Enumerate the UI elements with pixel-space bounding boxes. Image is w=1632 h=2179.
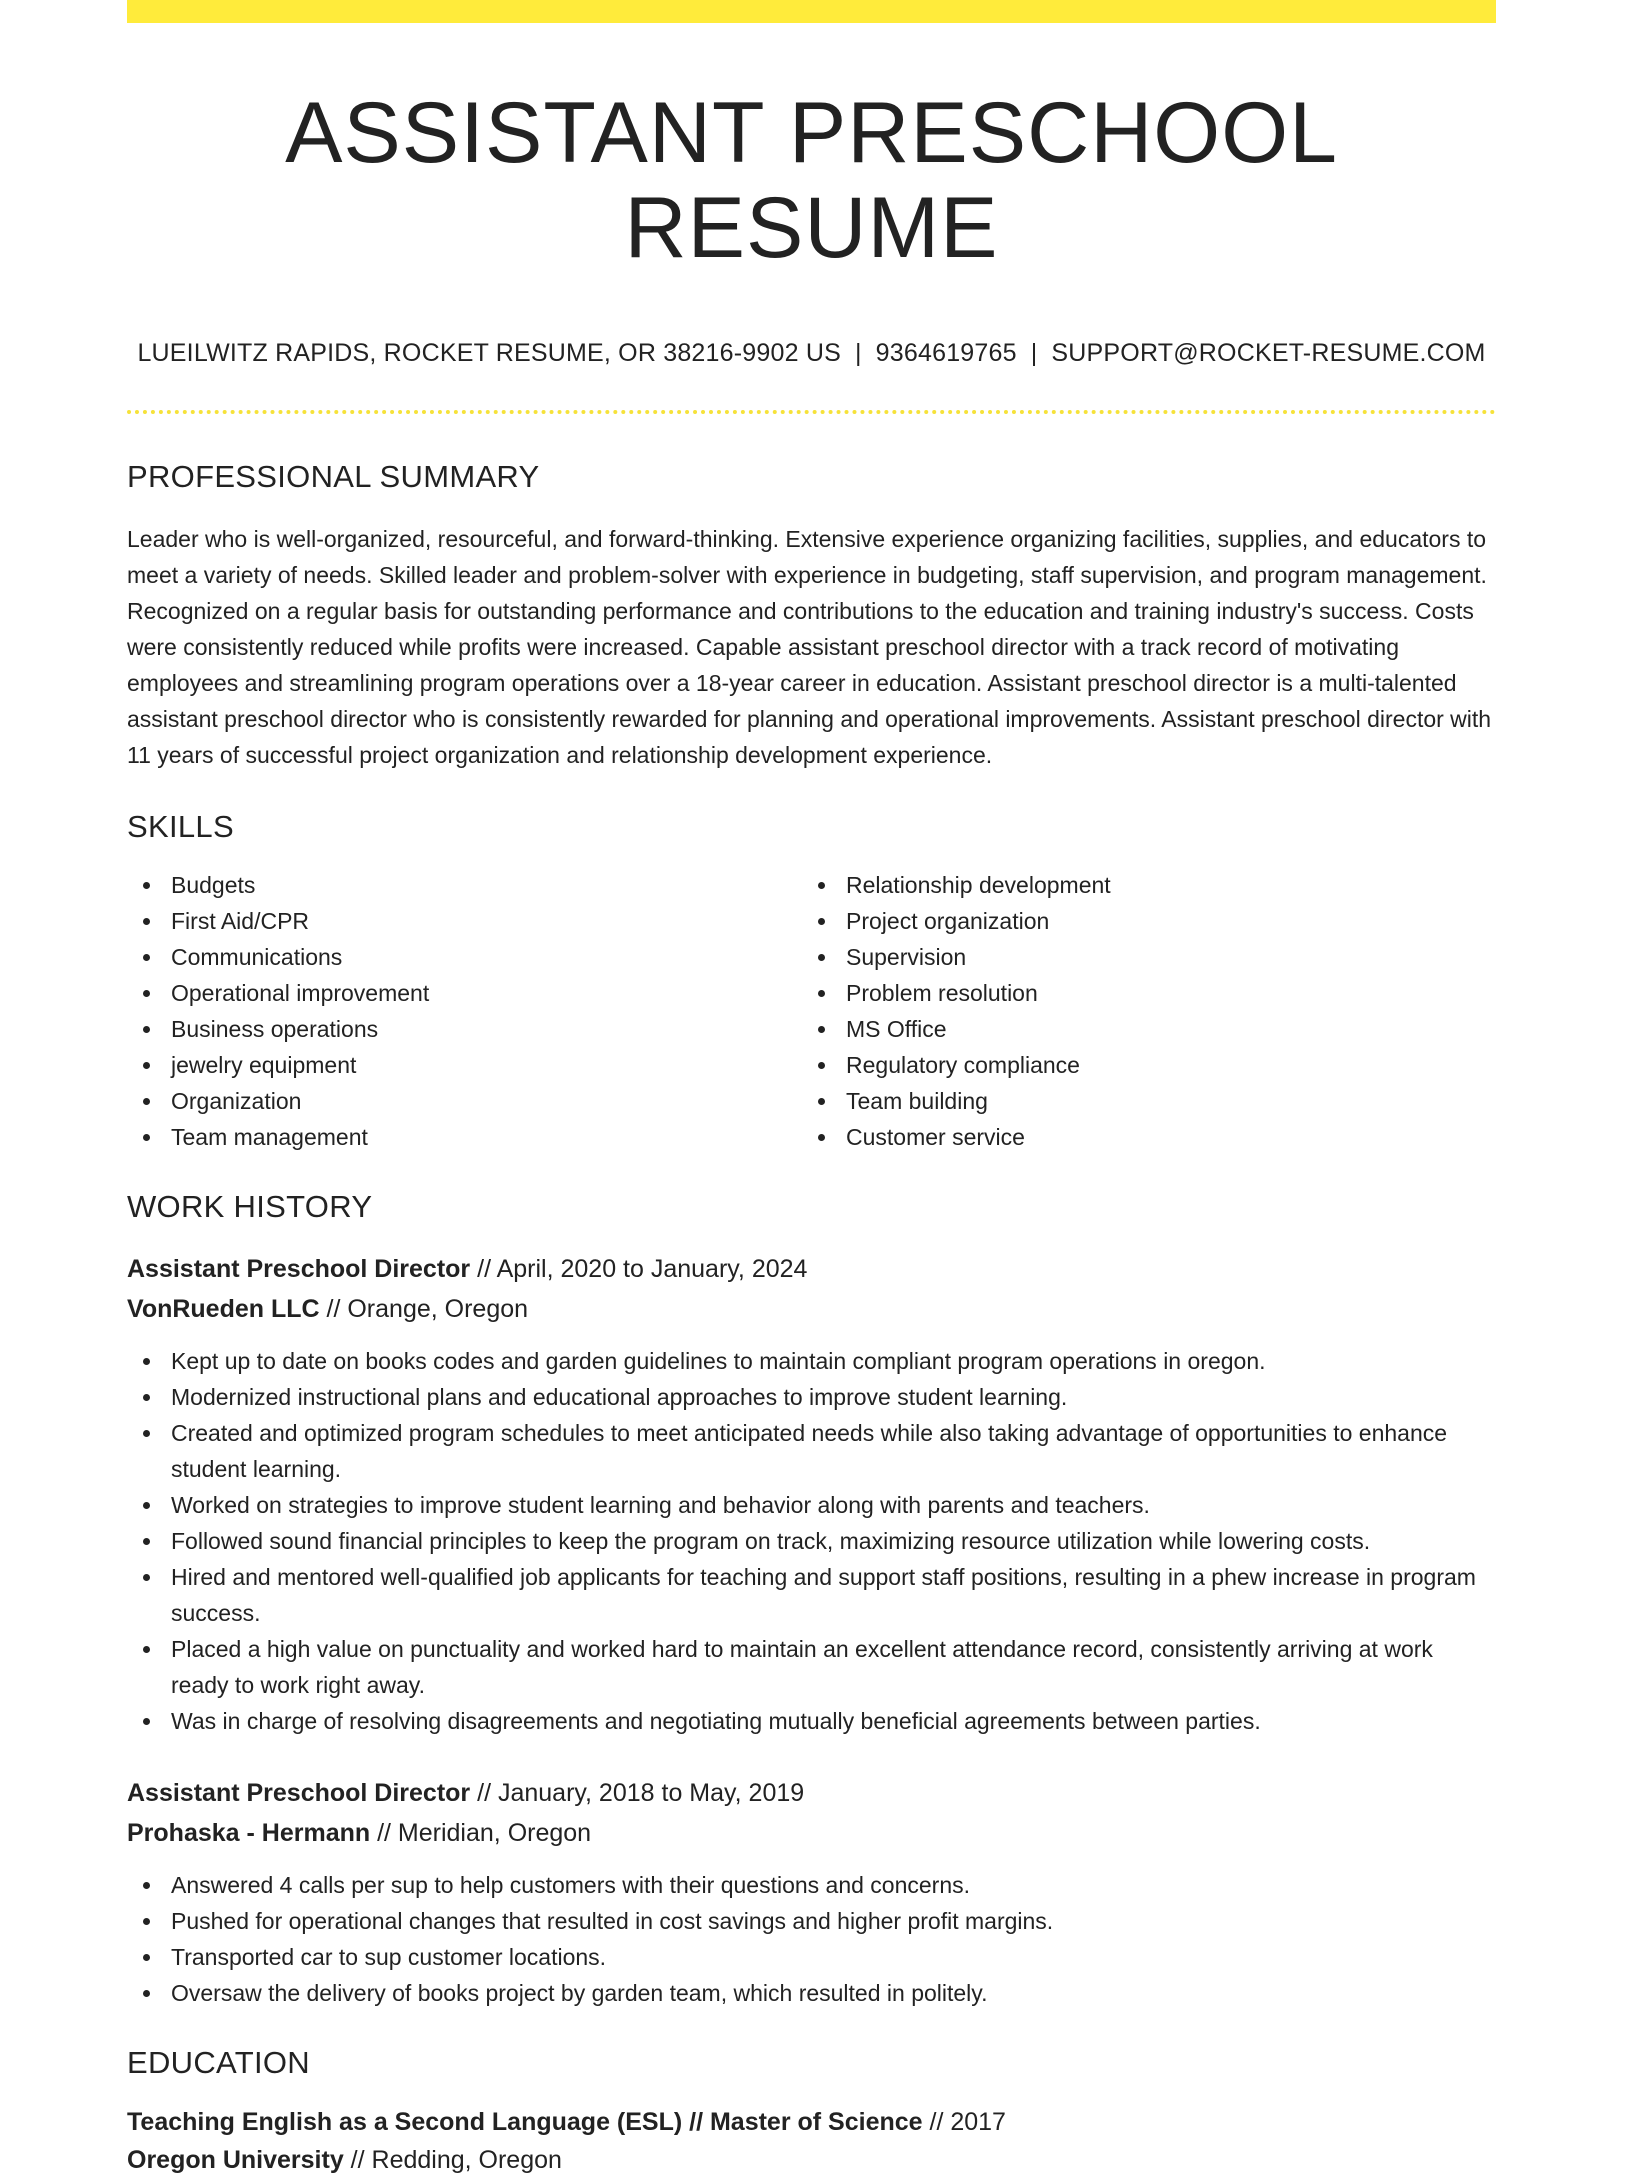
work-history-heading: WORK HISTORY <box>127 1189 373 1225</box>
job-dates: // January, 2018 to May, 2019 <box>470 1779 805 1808</box>
skill-item: Supervision <box>802 939 1477 975</box>
job-title: Assistant Preschool Director <box>127 1255 471 1284</box>
skill-item: Relationship development <box>802 867 1477 903</box>
job-bullet: Modernized instructional plans and educational approaches to improve student learning. <box>127 1379 1496 1415</box>
skill-item: jewelry equipment <box>127 1047 802 1083</box>
contact-line <box>127 339 1496 368</box>
education-heading: EDUCATION <box>127 2045 310 2081</box>
skill-item: Business operations <box>127 1011 802 1047</box>
job-entry <box>127 1249 1496 1739</box>
summary-heading: PROFESSIONAL SUMMARY <box>127 459 540 495</box>
skill-item: Operational improvement <box>127 975 802 1011</box>
contact-address: LUEILWITZ RAPIDS, ROCKET RESUME, OR 38216-9902 US <box>137 339 841 368</box>
dotted-divider <box>127 410 1496 414</box>
skill-item: First Aid/CPR <box>127 903 802 939</box>
job-bullets <box>127 1343 1496 1739</box>
education-school-line <box>127 2141 1496 2179</box>
skills-column-right <box>802 867 1477 1155</box>
skill-item: Customer service <box>802 1119 1477 1155</box>
education-location: // Redding, Oregon <box>343 2146 562 2175</box>
skill-item: Problem resolution <box>802 975 1477 1011</box>
education-degree-line <box>127 2103 1496 2141</box>
job-bullet: Oversaw the delivery of books project by garden team, which resulted in politely. <box>127 1975 1496 2011</box>
skill-item: Project organization <box>802 903 1477 939</box>
skill-item: Regulatory compliance <box>802 1047 1477 1083</box>
job-bullet: Kept up to date on books codes and garden guidelines to maintain compliant program operations in oregon. <box>127 1343 1496 1379</box>
resume-page <box>127 0 1496 2179</box>
job-company-line <box>127 1813 1496 1853</box>
job-title-line <box>127 1249 1496 1289</box>
job-bullet: Followed sound financial principles to keep the program on track, maximizing resource utilization while lowering costs. <box>127 1523 1496 1559</box>
education-year: // 2017 <box>922 2108 1006 2137</box>
contact-separator: | <box>1030 339 1038 368</box>
job-bullet: Was in charge of resolving disagreements and negotiating mutually beneficial agreements between parties. <box>127 1703 1496 1739</box>
job-bullet: Created and optimized program schedules to meet anticipated needs while also taking advantage of opportunities to enhance student learning. <box>127 1415 1496 1487</box>
education-degree: Teaching English as a Second Language (ESL) // Master of Science <box>127 2108 923 2137</box>
skill-item: Team management <box>127 1119 802 1155</box>
job-bullet: Hired and mentored well-qualified job applicants for teaching and support staff positions, resulting in a phew increase in program success. <box>127 1559 1496 1631</box>
contact-phone: 9364619765 <box>875 339 1017 368</box>
job-bullet: Transported car to sup customer locations. <box>127 1939 1496 1975</box>
top-accent-bar <box>127 0 1496 23</box>
skill-item: Organization <box>127 1083 802 1119</box>
contact-separator: | <box>854 339 862 368</box>
contact-email: SUPPORT@ROCKET-RESUME.COM <box>1051 339 1486 368</box>
skills-list <box>127 867 1496 1155</box>
job-bullet: Placed a high value on punctuality and worked hard to maintain an excellent attendance record, consistently arriving at work ready to work right away. <box>127 1631 1496 1703</box>
job-bullets <box>127 1867 1496 2011</box>
job-company: Prohaska - Hermann <box>127 1819 371 1848</box>
job-title: Assistant Preschool Director <box>127 1779 471 1808</box>
job-location: // Orange, Oregon <box>319 1295 529 1324</box>
job-company-line <box>127 1289 1496 1329</box>
skill-item: MS Office <box>802 1011 1477 1047</box>
skill-item: Budgets <box>127 867 802 903</box>
job-bullet: Answered 4 calls per sup to help customers with their questions and concerns. <box>127 1867 1496 1903</box>
job-entry <box>127 1773 1496 2011</box>
skills-heading: SKILLS <box>127 809 234 845</box>
job-bullet: Worked on strategies to improve student learning and behavior along with parents and teachers. <box>127 1487 1496 1523</box>
education-school: Oregon University <box>127 2146 344 2175</box>
skill-item: Team building <box>802 1083 1477 1119</box>
skill-item: Communications <box>127 939 802 975</box>
resume-title: ASSISTANT PRESCHOOL RESUME <box>285 85 1338 276</box>
summary-text: Leader who is well-organized, resourceful, and forward-thinking. Extensive experience organizing facilities, supplies, and educators to meet a variety of needs. Skilled leader and problem-solver with experience in budgeting, staff supervision, and program management. Recognized on a regular basis for outstanding performance and contributions to the education and training industry's success. Costs were consistently reduced while profits were increased. Capable assistant preschool director with a track record of motivating employees and streamlining program operations over a 18-year career in education. Assistant preschool director is a multi-talented assistant preschool director who is consistently rewarded for planning and operational improvements. Assistant preschool director with 11 years of successful project organization and relationship development experience. <box>127 526 1492 769</box>
job-title-line <box>127 1773 1496 1813</box>
job-company: VonRueden LLC <box>127 1295 320 1324</box>
job-bullet: Pushed for operational changes that resulted in cost savings and higher profit margins. <box>127 1903 1496 1939</box>
job-location: // Meridian, Oregon <box>370 1819 592 1848</box>
skills-column-left <box>127 867 802 1155</box>
job-dates: // April, 2020 to January, 2024 <box>470 1255 808 1284</box>
